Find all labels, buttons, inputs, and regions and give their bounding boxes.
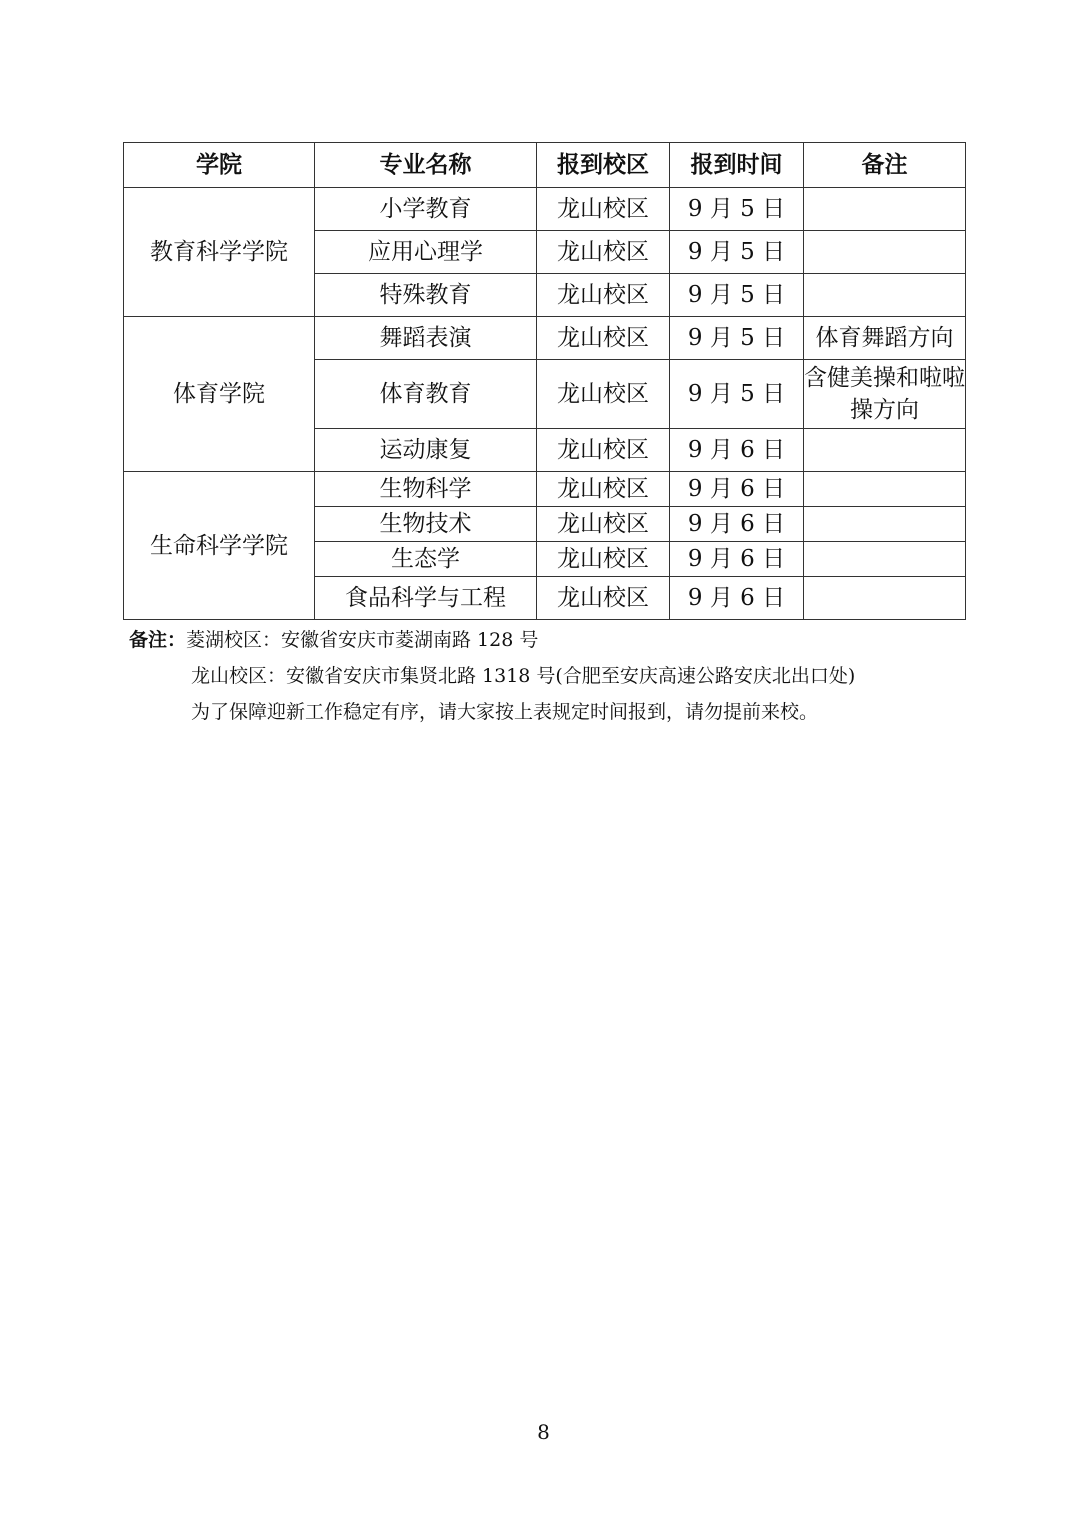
major-cell: 应用心理学 — [315, 231, 537, 274]
major-cell: 舞蹈表演 — [315, 317, 537, 360]
date-cell: 9 月 5 日 — [670, 360, 804, 429]
table-row — [124, 188, 966, 231]
notes-label: 备注： — [129, 629, 187, 651]
note-cell — [804, 188, 966, 231]
header-college: 学院 — [124, 143, 315, 188]
note-cell — [804, 577, 966, 620]
notes-section — [129, 622, 855, 730]
college-cell: 教育科学学院 — [124, 188, 315, 317]
note-cell — [804, 542, 966, 577]
notes-line-1 — [129, 622, 855, 658]
table-row — [124, 472, 966, 507]
campus-cell: 龙山校区 — [537, 542, 670, 577]
campus-cell: 龙山校区 — [537, 231, 670, 274]
notes-line-2: 龙山校区：安徽省安庆市集贤北路 1318 号(合肥至安庆高速公路安庆北出口处) — [191, 665, 856, 687]
major-cell: 特殊教育 — [315, 274, 537, 317]
note-cell: 含健美操和啦啦操方向 — [804, 360, 966, 429]
header-date: 报到时间 — [670, 143, 804, 188]
college-cell: 生命科学学院 — [124, 472, 315, 620]
notes-line-3: 为了保障迎新工作稳定有序，请大家按上表规定时间报到，请勿提前来校。 — [191, 701, 819, 723]
campus-cell: 龙山校区 — [537, 429, 670, 472]
campus-cell: 龙山校区 — [537, 507, 670, 542]
note-cell — [804, 472, 966, 507]
date-cell: 9 月 5 日 — [670, 188, 804, 231]
college-cell: 体育学院 — [124, 317, 315, 472]
date-cell: 9 月 6 日 — [670, 472, 804, 507]
campus-cell: 龙山校区 — [537, 360, 670, 429]
date-cell: 9 月 6 日 — [670, 507, 804, 542]
campus-cell: 龙山校区 — [537, 274, 670, 317]
major-cell: 生物技术 — [315, 507, 537, 542]
note-cell — [804, 231, 966, 274]
campus-cell: 龙山校区 — [537, 317, 670, 360]
date-cell: 9 月 5 日 — [670, 274, 804, 317]
note-cell — [804, 429, 966, 472]
date-cell: 9 月 6 日 — [670, 577, 804, 620]
major-cell: 体育教育 — [315, 360, 537, 429]
header-major: 专业名称 — [315, 143, 537, 188]
date-cell: 9 月 6 日 — [670, 542, 804, 577]
date-cell: 9 月 5 日 — [670, 231, 804, 274]
date-cell: 9 月 5 日 — [670, 317, 804, 360]
notes-text-1: 菱湖校区：安徽省安庆市菱湖南路 128 号 — [186, 629, 539, 651]
header-note: 备注 — [804, 143, 966, 188]
note-cell: 体育舞蹈方向 — [804, 317, 966, 360]
major-cell: 小学教育 — [315, 188, 537, 231]
major-cell: 生态学 — [315, 542, 537, 577]
header-campus: 报到校区 — [537, 143, 670, 188]
campus-cell: 龙山校区 — [537, 472, 670, 507]
major-cell: 运动康复 — [315, 429, 537, 472]
note-cell — [804, 274, 966, 317]
page-number: 8 — [537, 1420, 550, 1444]
campus-cell: 龙山校区 — [537, 577, 670, 620]
date-cell: 9 月 6 日 — [670, 429, 804, 472]
campus-cell: 龙山校区 — [537, 188, 670, 231]
major-cell: 生物科学 — [315, 472, 537, 507]
table-row — [124, 317, 966, 360]
major-cell: 食品科学与工程 — [315, 577, 537, 620]
registration-table — [123, 142, 966, 620]
note-cell — [804, 507, 966, 542]
